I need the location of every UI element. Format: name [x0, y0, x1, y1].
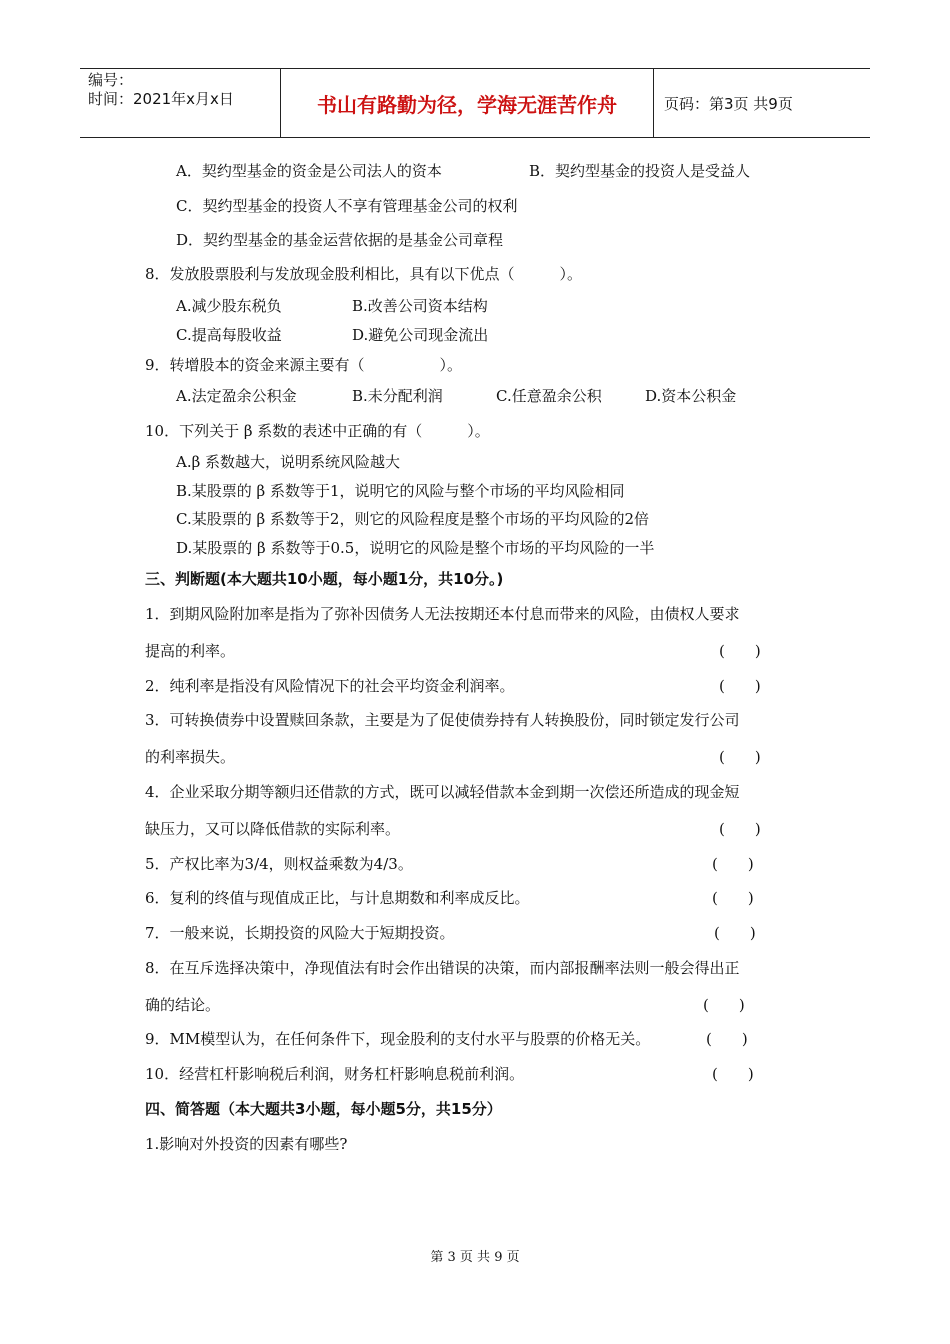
judge-5: 5．产权比率为3/4，则权益乘数为4/3。: [145, 855, 413, 873]
q7-option-d: D．契约型基金的基金运营依据的是基金公司章程: [176, 231, 504, 249]
judge-2-answer-blank: ( ): [719, 677, 761, 695]
q8-option-a: A.减少股东税负: [176, 297, 282, 315]
section3-title: 三、判断题(本大题共10小题，每小题1分，共10分。): [145, 570, 504, 588]
q10-option-b: B.某股票的 β 系数等于1，说明它的风险与整个市场的平均风险相同: [176, 482, 625, 500]
q8-stem: 8．发放股票股利与发放现金股利相比，具有以下优点（ ）。: [145, 265, 583, 283]
judge-5-answer-blank: ( ): [712, 855, 754, 873]
judge-1-line1: 1．到期风险附加率是指为了弥补因债务人无法按期还本付息而带来的风险，由债权人要求: [145, 605, 740, 623]
judge-1-line2: 提高的利率。: [145, 642, 236, 660]
q10-option-d: D.某股票的 β 系数等于0.5，说明它的风险是整个市场的平均风险的一半: [176, 539, 655, 557]
q9-stem: 9．转增股本的资金来源主要有（ ）。: [145, 356, 463, 374]
judge-3-line2: 的利率损失。: [145, 748, 236, 766]
header-meta: [80, 69, 281, 137]
judge-3-answer-blank: ( ): [719, 748, 761, 766]
q10-option-a: A.β 系数越大，说明系统风险越大: [176, 453, 401, 471]
header-page-info: 页码：第3页 共9页: [664, 94, 793, 113]
judge-10-answer-blank: ( ): [712, 1065, 754, 1083]
q9-option-c: C.任意盈余公积: [496, 387, 602, 405]
judge-6-answer-blank: ( ): [712, 889, 754, 907]
q9-option-d: D.资本公积金: [645, 387, 737, 405]
judge-4-answer-blank: ( ): [719, 820, 761, 838]
judge-7: 7．一般来说，长期投资的风险大于短期投资。: [145, 924, 455, 942]
short-answer-1: 1.影响对外投资的因素有哪些?: [145, 1135, 348, 1153]
judge-2: 2．纯利率是指没有风险情况下的社会平均资金利润率。: [145, 677, 515, 695]
judge-9: 9．MM模型认为，在任何条件下，现金股利的支付水平与股票的价格无关。: [145, 1030, 651, 1048]
q10-stem: 10．下列关于 β 系数的表述中正确的有（ ）。: [145, 422, 490, 440]
q7-option-c: C．契约型基金的投资人不享有管理基金公司的权利: [176, 197, 518, 215]
judge-8-answer-blank: ( ): [703, 996, 745, 1014]
q10-option-c: C.某股票的 β 系数等于2，则它的风险程度是整个市场的平均风险的2倍: [176, 510, 650, 528]
number-label: 编号：: [88, 71, 134, 89]
q9-option-a: A.法定盈余公积金: [176, 387, 297, 405]
q8-option-d: D.避免公司现金流出: [352, 326, 489, 344]
q8-option-b: B.改善公司资本结构: [352, 297, 488, 315]
time-label: 时间：2021年x月x日: [88, 90, 234, 108]
page-header: [80, 68, 870, 138]
judge-4-line1: 4．企业采取分期等额归还借款的方式，既可以减轻借款本金到期一次偿还所造成的现金短: [145, 783, 740, 801]
judge-9-answer-blank: ( ): [706, 1030, 748, 1048]
section4-title: 四、简答题（本大题共3小题，每小题5分，共15分）: [145, 1100, 502, 1118]
header-motto: 书山有路勤为径，学海无涯苦作舟: [281, 69, 654, 137]
judge-8-line1: 8．在互斥选择决策中，净现值法有时会作出错误的决策，而内部报酬率法则一般会得出正: [145, 959, 740, 977]
q7-option-a: A．契约型基金的资金是公司法人的资本: [176, 162, 442, 180]
judge-7-answer-blank: ( ): [714, 924, 756, 942]
q7-option-b: B．契约型基金的投资人是受益人: [529, 162, 751, 180]
judge-6: 6．复利的终值与现值成正比，与计息期数和利率成反比。: [145, 889, 530, 907]
q9-option-b: B.未分配利润: [352, 387, 443, 405]
judge-4-line2: 缺压力，又可以降低借款的实际利率。: [145, 820, 401, 838]
judge-1-answer-blank: ( ): [719, 642, 761, 660]
q8-option-c: C.提高每股收益: [176, 326, 282, 344]
judge-3-line1: 3．可转换债券中设置赎回条款，主要是为了促使债券持有人转换股份，同时锁定发行公司: [145, 711, 740, 729]
judge-8-line2: 确的结论。: [145, 996, 221, 1014]
page-footer: 第 3 页 共 9 页: [430, 1250, 520, 1265]
judge-10: 10．经营杠杆影响税后利润，财务杠杆影响息税前利润。: [145, 1065, 525, 1083]
